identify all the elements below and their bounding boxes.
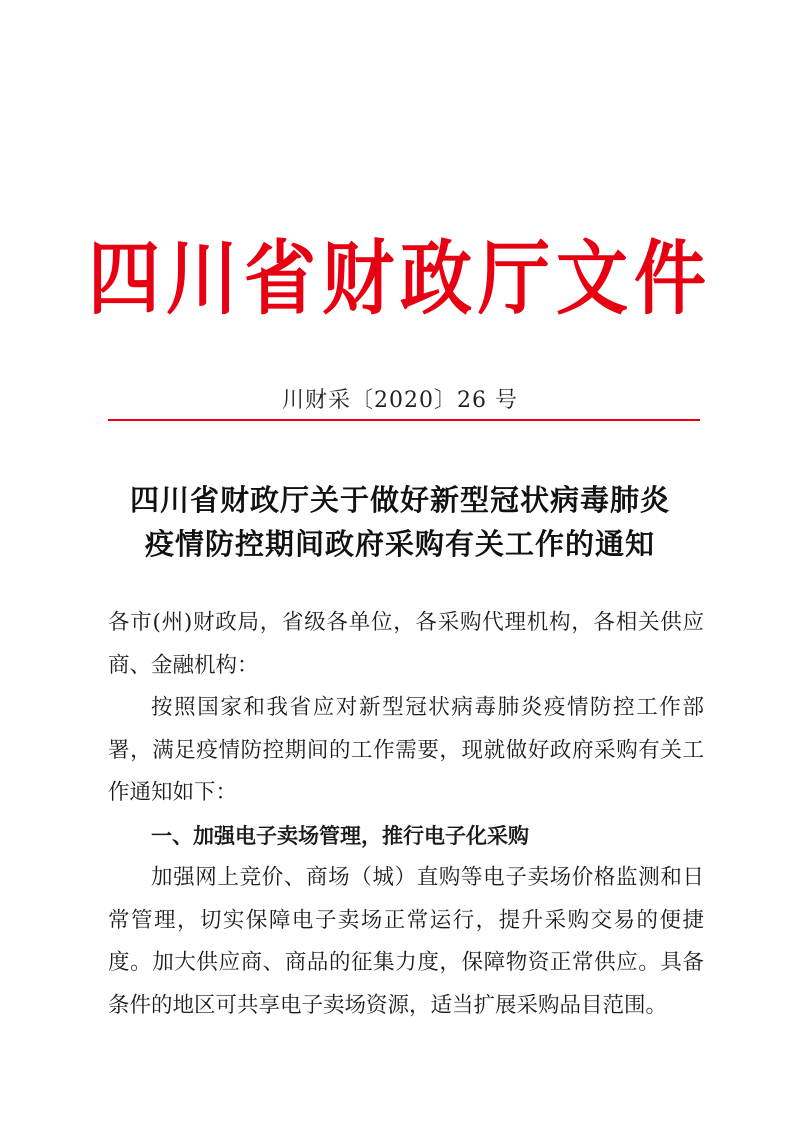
salutation: 各市(州)财政局，省级各单位，各采购代理机构，各相关供应商、金融机构： xyxy=(108,610,704,678)
title-line-2: 疫情防控期间政府采购有关工作的通知 xyxy=(144,527,655,561)
document-number: 川财采〔2020〕26 号 xyxy=(282,388,518,413)
red-divider-line xyxy=(108,419,700,421)
intro-paragraph: 按照国家和我省应对新型冠状病毒肺炎疫情防控工作部署，满足疫情防控期间的工作需要，现就做好政府采购有关工作通知如下： xyxy=(108,695,704,805)
section-1-paragraph: 加强网上竞价、商场（城）直购等电子卖场价格监测和日常管理，切实保障电子卖场正常运行，提升采购交易的便捷度。加大供应商、商品的征集力度，保障物资正常供应。具备条件的地区可共享电子卖场资源，适当扩展采购品目范围。 xyxy=(108,865,704,1018)
title-line-1: 四川省财政厅关于做好新型冠状病毒肺炎 xyxy=(129,483,670,517)
document-title xyxy=(0,478,800,566)
issuer-header: 四川省财政厅文件 xyxy=(87,230,712,326)
section-1-heading: 一、加强电子卖场管理，推行电子化采购 xyxy=(151,823,529,848)
document-body xyxy=(108,602,704,1027)
